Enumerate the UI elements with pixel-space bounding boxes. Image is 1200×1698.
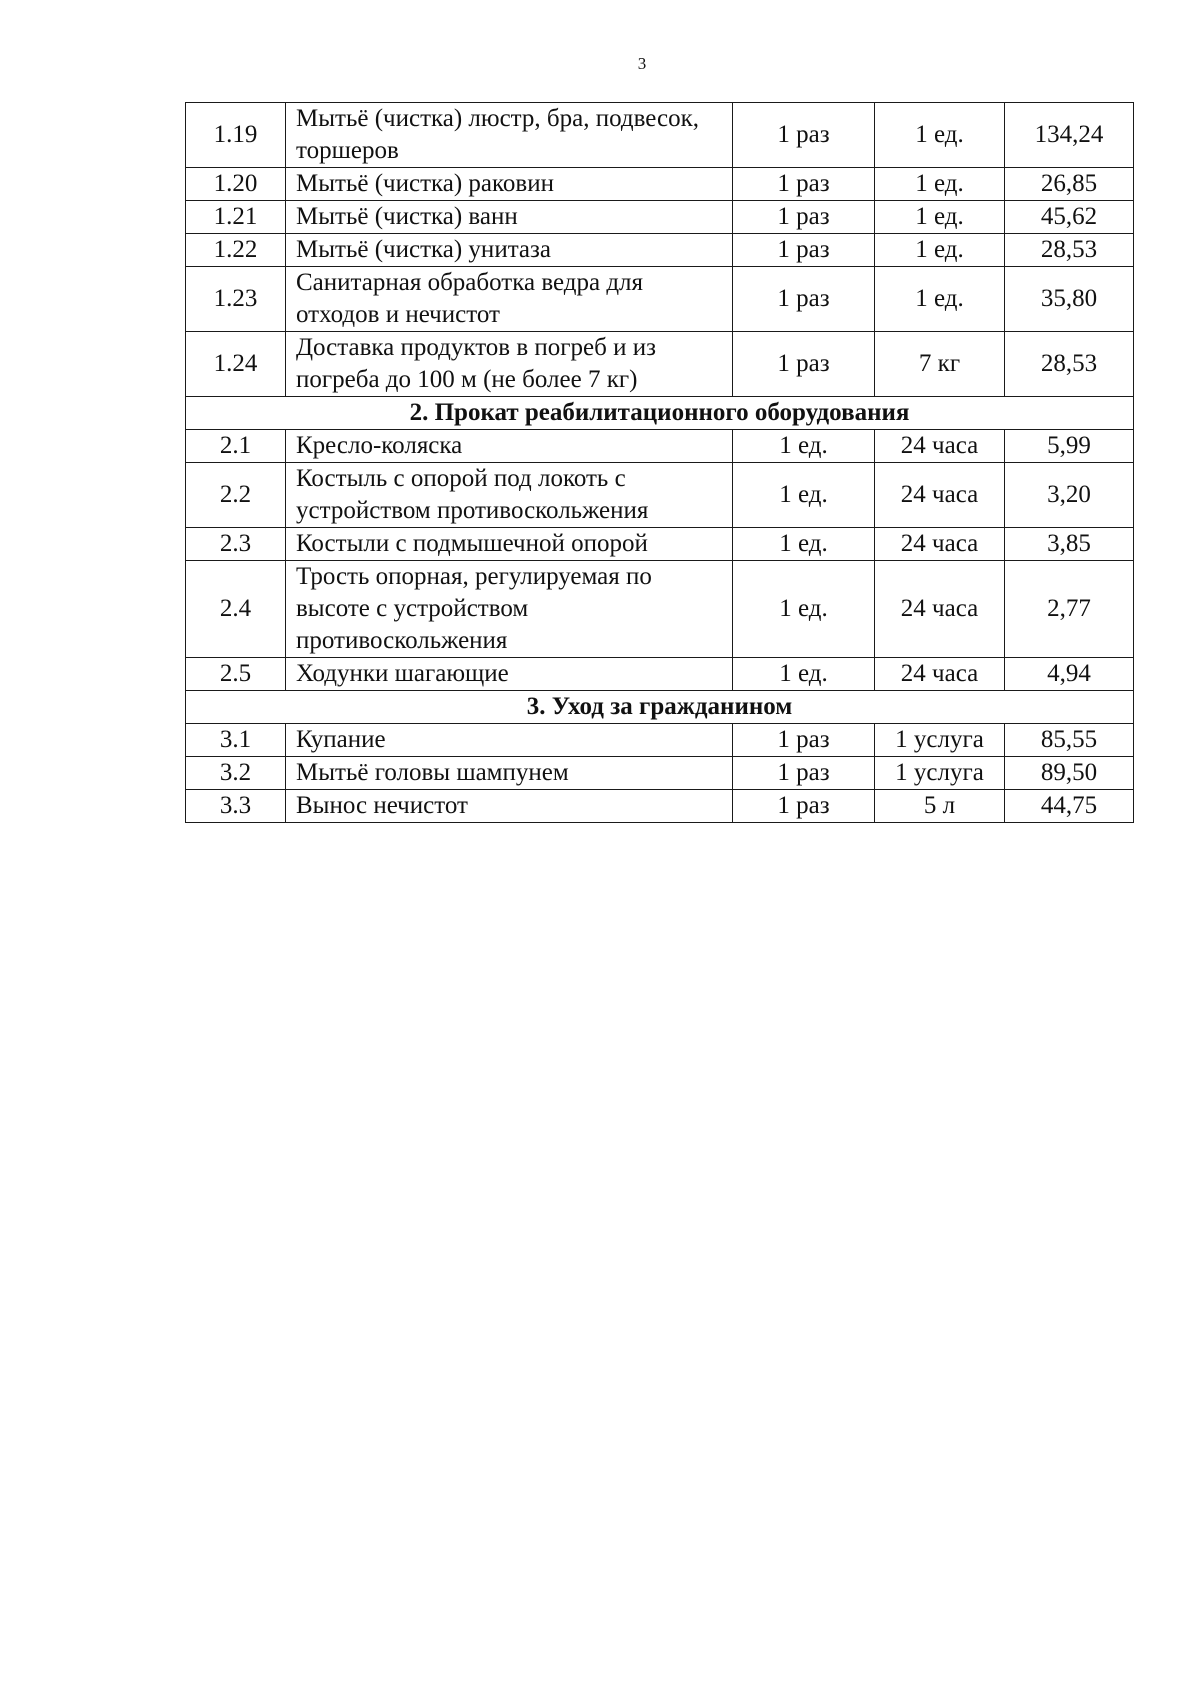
row-number-cell: 1.22: [186, 234, 286, 267]
section-title: 3. Уход за гражданином: [186, 691, 1134, 724]
service-name-cell: Мытьё головы шампунем: [286, 757, 733, 790]
price-cell: 2,77: [1005, 561, 1134, 658]
frequency-cell: 1 ед.: [733, 463, 875, 528]
row-number-cell: 2.1: [186, 430, 286, 463]
price-cell: 3,85: [1005, 528, 1134, 561]
price-cell: 35,80: [1005, 267, 1134, 332]
service-name-cell: Костыль с опорой под локоть с устройством противоскольжения: [286, 463, 733, 528]
section-title: 2. Прокат реабилитационного оборудования: [186, 397, 1134, 430]
table-row: [186, 332, 1134, 397]
service-name-cell: Костыли с подмышечной опорой: [286, 528, 733, 561]
price-cell: 28,53: [1005, 332, 1134, 397]
unit-cell: 24 часа: [875, 463, 1005, 528]
frequency-cell: 1 раз: [733, 267, 875, 332]
table-row: [186, 201, 1134, 234]
section-header-row: [186, 397, 1134, 430]
frequency-cell: 1 ед.: [733, 561, 875, 658]
frequency-cell: 1 раз: [733, 168, 875, 201]
service-name-cell: Вынос нечистот: [286, 790, 733, 823]
unit-cell: 1 услуга: [875, 757, 1005, 790]
service-name-cell: Трость опорная, регулируемая по высоте с устройством противоскольжения: [286, 561, 733, 658]
page-number: 3: [637, 54, 647, 73]
price-cell: 28,53: [1005, 234, 1134, 267]
table-row: [186, 168, 1134, 201]
price-cell: 134,24: [1005, 103, 1134, 168]
row-number-cell: 3.3: [186, 790, 286, 823]
table-row: [186, 234, 1134, 267]
row-number-cell: 2.4: [186, 561, 286, 658]
table-row: [186, 790, 1134, 823]
unit-cell: 24 часа: [875, 658, 1005, 691]
frequency-cell: 1 ед.: [733, 430, 875, 463]
frequency-cell: 1 ед.: [733, 658, 875, 691]
unit-cell: 1 ед.: [875, 168, 1005, 201]
table-row: [186, 103, 1134, 168]
price-cell: 85,55: [1005, 724, 1134, 757]
row-number-cell: 1.20: [186, 168, 286, 201]
tariff-table: [185, 102, 1134, 823]
row-number-cell: 1.21: [186, 201, 286, 234]
table-body: [186, 103, 1134, 823]
table-row: [186, 561, 1134, 658]
row-number-cell: 1.24: [186, 332, 286, 397]
unit-cell: 24 часа: [875, 528, 1005, 561]
unit-cell: 5 л: [875, 790, 1005, 823]
unit-cell: 7 кг: [875, 332, 1005, 397]
frequency-cell: 1 ед.: [733, 528, 875, 561]
unit-cell: 1 ед.: [875, 267, 1005, 332]
frequency-cell: 1 раз: [733, 234, 875, 267]
table-row: [186, 267, 1134, 332]
service-name-cell: Кресло-коляска: [286, 430, 733, 463]
row-number-cell: 1.23: [186, 267, 286, 332]
row-number-cell: 2.3: [186, 528, 286, 561]
price-cell: 44,75: [1005, 790, 1134, 823]
price-cell: 5,99: [1005, 430, 1134, 463]
unit-cell: 1 ед.: [875, 103, 1005, 168]
unit-cell: 1 ед.: [875, 234, 1005, 267]
frequency-cell: 1 раз: [733, 757, 875, 790]
price-cell: 89,50: [1005, 757, 1134, 790]
frequency-cell: 1 раз: [733, 332, 875, 397]
price-cell: 4,94: [1005, 658, 1134, 691]
service-name-cell: Купание: [286, 724, 733, 757]
unit-cell: 1 услуга: [875, 724, 1005, 757]
unit-cell: 24 часа: [875, 430, 1005, 463]
row-number-cell: 1.19: [186, 103, 286, 168]
unit-cell: 24 часа: [875, 561, 1005, 658]
row-number-cell: 3.2: [186, 757, 286, 790]
frequency-cell: 1 раз: [733, 103, 875, 168]
section-header-row: [186, 691, 1134, 724]
frequency-cell: 1 раз: [733, 724, 875, 757]
service-name-cell: Ходунки шагающие: [286, 658, 733, 691]
price-cell: 3,20: [1005, 463, 1134, 528]
service-name-cell: Санитарная обработка ведра для отходов и нечистот: [286, 267, 733, 332]
row-number-cell: 2.2: [186, 463, 286, 528]
frequency-cell: 1 раз: [733, 201, 875, 234]
table-row: [186, 724, 1134, 757]
service-name-cell: Доставка продуктов в погреб и из погреба до 100 м (не более 7 кг): [286, 332, 733, 397]
price-cell: 26,85: [1005, 168, 1134, 201]
table-row: [186, 528, 1134, 561]
unit-cell: 1 ед.: [875, 201, 1005, 234]
table-row: [186, 463, 1134, 528]
service-name-cell: Мытьё (чистка) унитаза: [286, 234, 733, 267]
service-name-cell: Мытьё (чистка) ванн: [286, 201, 733, 234]
row-number-cell: 2.5: [186, 658, 286, 691]
price-cell: 45,62: [1005, 201, 1134, 234]
row-number-cell: 3.1: [186, 724, 286, 757]
frequency-cell: 1 раз: [733, 790, 875, 823]
table-row: [186, 757, 1134, 790]
service-name-cell: Мытьё (чистка) люстр, бра, подвесок, торшеров: [286, 103, 733, 168]
service-name-cell: Мытьё (чистка) раковин: [286, 168, 733, 201]
table-row: [186, 658, 1134, 691]
table-row: [186, 430, 1134, 463]
